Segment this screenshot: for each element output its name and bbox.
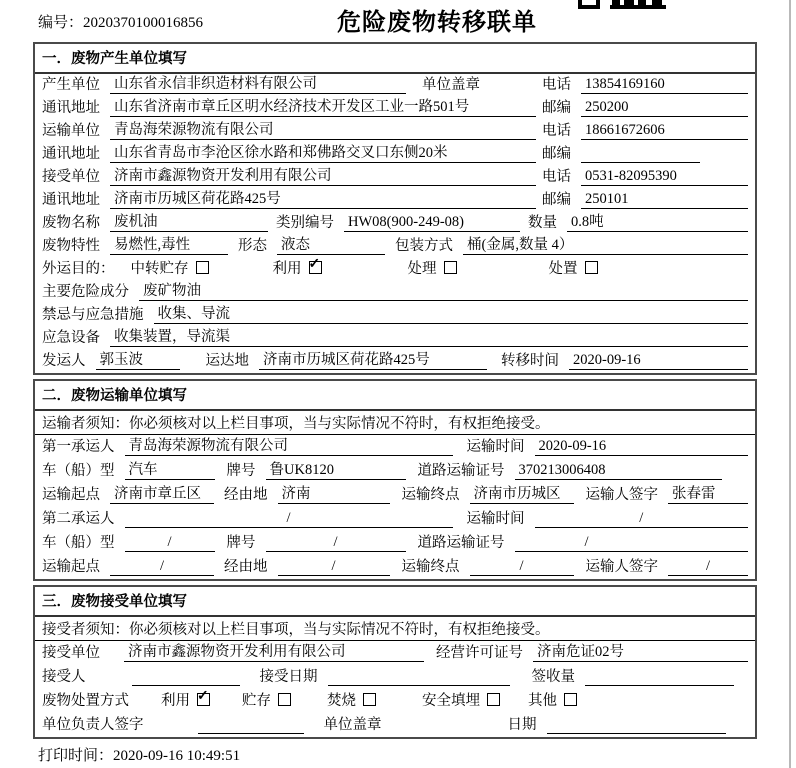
- destination-label: 运达地: [205, 353, 249, 369]
- disposal-option-store: [242, 689, 291, 710]
- route2-sign-label: 运输人签字: [585, 559, 658, 575]
- waste-name-row: [35, 212, 755, 235]
- shipper-value: 郭玉波: [96, 348, 180, 370]
- checkbox-disposal-landfill-icon: [487, 693, 500, 706]
- page-edge-divider: [789, 0, 791, 768]
- transporter-notice-row: [35, 411, 755, 435]
- receiver-zip-label: 邮编: [542, 192, 571, 208]
- route1-row: [35, 483, 755, 507]
- transporter-phone-value: 18661672606: [581, 122, 748, 140]
- receiver-address-label: 通讯地址: [42, 192, 100, 208]
- second-carrier-value: /: [125, 510, 453, 528]
- receipt-person-label: 接受人: [42, 669, 86, 685]
- permit2-label: 道路运输证号: [417, 535, 505, 551]
- purpose-option-transfer-storage: [131, 257, 209, 278]
- route2-start-label: 运输起点: [42, 559, 100, 575]
- receiver-address-value: 济南市历城区荷花路425号: [110, 187, 536, 209]
- receiver-zip-value: 250101: [581, 191, 748, 209]
- print-time-label: 打印时间：: [38, 748, 114, 764]
- checkbox-disposal-utilize-icon: [197, 693, 210, 706]
- unit-seal-label2: 单位盖章: [323, 717, 382, 733]
- acceptor-unit-row: [35, 641, 755, 665]
- transporter-phone-label: 电话: [542, 123, 571, 139]
- receipt-row: [35, 665, 755, 689]
- section2-heading: 二．废物运输单位填写: [35, 381, 755, 411]
- producer-unit-value: 山东省永信非织造材料有限公司: [110, 72, 406, 94]
- transport-time2-label: 运输时间: [466, 511, 525, 527]
- print-time-value: 2020-09-16 10:49:51: [113, 748, 241, 764]
- purpose-option-label: 中转贮存: [130, 261, 189, 277]
- emergency-equipment-row: [35, 327, 755, 350]
- checkbox-disposal-store-icon: [278, 693, 291, 706]
- transfer-time-value: 2020-09-16: [569, 352, 748, 370]
- received-qty-value: [585, 685, 734, 686]
- producer-phone-value: 13854169160: [581, 76, 748, 94]
- transporter-zip-label: 邮编: [542, 146, 571, 162]
- license-value: 济南危证02号: [533, 640, 748, 662]
- disposal-option-label: 利用: [161, 693, 190, 709]
- producer-address-label: 通讯地址: [42, 100, 100, 116]
- disposal-option-incinerate: [327, 689, 376, 710]
- waste-traits-label: 废物特性: [42, 238, 100, 254]
- route2-start-value: /: [110, 558, 214, 576]
- route1-start-label: 运输起点: [42, 487, 100, 503]
- permit1-value: 370213006408: [515, 462, 723, 480]
- acceptor-notice-text: 你必须核对以上栏目事项，当与实际情况不符时，有权拒绝接受。: [129, 621, 550, 638]
- dispatch-row: [35, 350, 755, 373]
- disposal-option-label: 安全填埋: [422, 693, 480, 709]
- disposal-option-label: 贮存: [242, 693, 271, 709]
- route1-sign-value: 张春雷: [668, 482, 748, 504]
- section-waste-transporter: [33, 379, 757, 581]
- responsible-sign-value: [198, 733, 304, 734]
- route2-via-value: /: [278, 558, 390, 576]
- responsible-sign-label: 单位负责人签字: [42, 717, 144, 733]
- section3-heading: 三．废物接受单位填写: [35, 587, 755, 617]
- section-waste-producer: [33, 42, 757, 375]
- disposal-method-label: 废物处置方式: [42, 693, 129, 709]
- transporter-unit-value: 青岛海荣源物流有限公司: [110, 118, 536, 140]
- vehicle1-type-label: 车（船）型: [42, 463, 115, 479]
- signoff-date-value: [547, 733, 727, 734]
- waste-form-value: 液态: [277, 233, 385, 255]
- shipper-label: 发运人: [42, 353, 86, 369]
- vehicle2-row: [35, 531, 755, 555]
- route1-end-value: 济南市历城区: [470, 482, 574, 504]
- first-carrier-value: 青岛海荣源物流有限公司: [125, 434, 453, 456]
- hazard-component-value: 废矿物油: [139, 279, 748, 301]
- checkbox-transfer-storage-icon: [196, 261, 209, 274]
- transporter-notice-label: 运输者须知：: [42, 415, 129, 432]
- plate2-label: 牌号: [226, 535, 256, 551]
- checkbox-utilize-icon: [309, 261, 322, 274]
- packaging-value: 桶(金属,数量 4）: [463, 233, 748, 255]
- permit2-value: /: [515, 534, 749, 552]
- packaging-label: 包装方式: [395, 238, 453, 254]
- route2-row: [35, 555, 755, 579]
- vehicle2-type-value: /: [125, 534, 215, 552]
- disposal-method-row: [35, 689, 755, 713]
- receipt-date-value: [328, 685, 510, 686]
- purpose-option-label: 利用: [272, 261, 302, 277]
- route2-sign-value: /: [668, 558, 748, 576]
- vehicle1-type-value: 汽车: [125, 458, 215, 480]
- transport-time1-label: 运输时间: [466, 439, 525, 455]
- acceptor-unit-value: 济南市鑫源物资开发利用有限公司: [124, 640, 424, 662]
- purpose-option-dispose: [549, 257, 598, 278]
- waste-name-value: 废机油: [110, 210, 268, 232]
- hazard-component-label: 主要危险成分: [42, 284, 129, 300]
- checkbox-disposal-other-icon: [564, 693, 577, 706]
- qr-code-fragment-icon: [578, 0, 666, 9]
- page-title: 危险废物转移联单: [337, 10, 537, 36]
- route1-sign-label: 运输人签字: [585, 487, 658, 503]
- disposal-option-label: 其他: [528, 693, 557, 709]
- outbound-purpose-label: 外运目的：: [42, 261, 115, 277]
- receiver-unit-label: 接受单位: [42, 169, 100, 185]
- route1-start-value: 济南市章丘区: [110, 482, 214, 504]
- precaution-row: [35, 304, 755, 327]
- hazard-component-row: [35, 281, 755, 304]
- disposal-option-label: 焚烧: [327, 693, 356, 709]
- outbound-purpose-row: [35, 258, 755, 281]
- acceptor-unit-label: 接受单位: [42, 645, 100, 661]
- first-carrier-label: 第一承运人: [42, 439, 115, 455]
- waste-quantity-label: 数量: [528, 215, 557, 231]
- route1-via-label: 经由地: [224, 487, 268, 503]
- route1-end-label: 运输终点: [401, 487, 460, 503]
- print-time-line: [38, 744, 796, 765]
- second-carrier-label: 第二承运人: [42, 511, 115, 527]
- waste-form-label: 形态: [238, 238, 267, 254]
- waste-traits-value: 易燃性,毒性: [110, 233, 228, 255]
- transporter-address-value: 山东省青岛市李沧区徐水路和郑佛路交叉口东侧20米: [110, 141, 536, 163]
- acceptor-notice-label: 接受者须知：: [42, 621, 129, 638]
- received-qty-label: 签收量: [531, 669, 575, 685]
- waste-category-label: 类别编号: [276, 215, 334, 231]
- transporter-notice-text: 你必须核对以上栏目事项，当与实际情况不符时，有权拒绝接受。: [129, 415, 550, 432]
- transporter-address-label: 通讯地址: [42, 146, 100, 162]
- purpose-option-treat: [408, 257, 457, 278]
- checkbox-dispose-icon: [585, 261, 598, 274]
- producer-unit-row: [35, 74, 755, 97]
- producer-zip-value: 250200: [581, 99, 748, 117]
- emergency-equipment-value: 收集装置，导流渠: [110, 325, 748, 347]
- producer-unit-label: 产生单位: [42, 77, 100, 93]
- receiver-phone-value: 0531-82095390: [581, 168, 748, 186]
- vehicle1-row: [35, 459, 755, 483]
- emergency-equipment-label: 应急设备: [42, 330, 100, 346]
- transporter-unit-row: [35, 120, 755, 143]
- section1-heading: 一．废物产生单位填写: [35, 44, 755, 74]
- signoff-row: [35, 713, 755, 737]
- waste-name-label: 废物名称: [42, 215, 100, 231]
- permit1-label: 道路运输证号: [417, 463, 505, 479]
- plate1-label: 牌号: [226, 463, 256, 479]
- receiver-address-row: [35, 189, 755, 212]
- transfer-time-label: 转移时间: [501, 353, 559, 369]
- receiver-unit-row: [35, 166, 755, 189]
- unit-seal-label: 单位盖章: [422, 77, 480, 93]
- document-header: [0, 0, 796, 42]
- serial-value: 2020370100016856: [83, 15, 204, 31]
- section-waste-acceptor: [33, 585, 757, 739]
- producer-phone-label: 电话: [542, 77, 571, 93]
- checkbox-disposal-incinerate-icon: [363, 693, 376, 706]
- serial-label: 编号：: [38, 15, 84, 31]
- receiver-phone-label: 电话: [542, 169, 571, 185]
- purpose-option-label: 处置: [548, 261, 578, 277]
- route2-via-label: 经由地: [224, 559, 268, 575]
- second-carrier-row: [35, 507, 755, 531]
- disposal-option-landfill: [422, 689, 500, 710]
- waste-category-value: HW08(900-249-08): [344, 214, 520, 232]
- route1-via-value: 济南: [278, 482, 390, 504]
- route2-end-value: /: [470, 558, 574, 576]
- plate2-value: /: [266, 534, 406, 552]
- receipt-date-label: 接受日期: [259, 669, 318, 685]
- transporter-address-row: [35, 143, 755, 166]
- license-label: 经营许可证号: [436, 645, 523, 661]
- disposal-option-other: [528, 689, 577, 710]
- destination-value: 济南市历城区荷花路425号: [259, 348, 487, 370]
- transporter-unit-label: 运输单位: [42, 123, 100, 139]
- receiver-unit-value: 济南市鑫源物资开发利用有限公司: [110, 164, 536, 186]
- producer-address-value: 山东省济南市章丘区明水经济技术开发区工业一路501号: [110, 95, 536, 117]
- precaution-value: 收集、导流: [154, 302, 749, 324]
- transport-time2-value: /: [535, 510, 749, 528]
- vehicle2-type-label: 车（船）型: [42, 535, 115, 551]
- first-carrier-row: [35, 435, 755, 459]
- route2-end-label: 运输终点: [401, 559, 460, 575]
- precaution-label: 禁忌与应急措施: [42, 307, 144, 323]
- disposal-option-utilize: [161, 689, 210, 710]
- producer-zip-label: 邮编: [542, 100, 571, 116]
- checkbox-treat-icon: [444, 261, 457, 274]
- receipt-person-value: [132, 685, 240, 686]
- transporter-zip-value: [581, 162, 700, 163]
- plate1-value: 鲁UK8120: [266, 458, 406, 480]
- acceptor-notice-row: [35, 617, 755, 641]
- producer-address-row: [35, 97, 755, 120]
- purpose-option-utilize: [273, 257, 322, 278]
- transport-time1-value: 2020-09-16: [535, 438, 749, 456]
- signoff-date-label: 日期: [507, 717, 537, 733]
- waste-quantity-value: 0.8吨: [567, 210, 748, 232]
- waste-traits-row: [35, 235, 755, 258]
- purpose-option-label: 处理: [407, 261, 437, 277]
